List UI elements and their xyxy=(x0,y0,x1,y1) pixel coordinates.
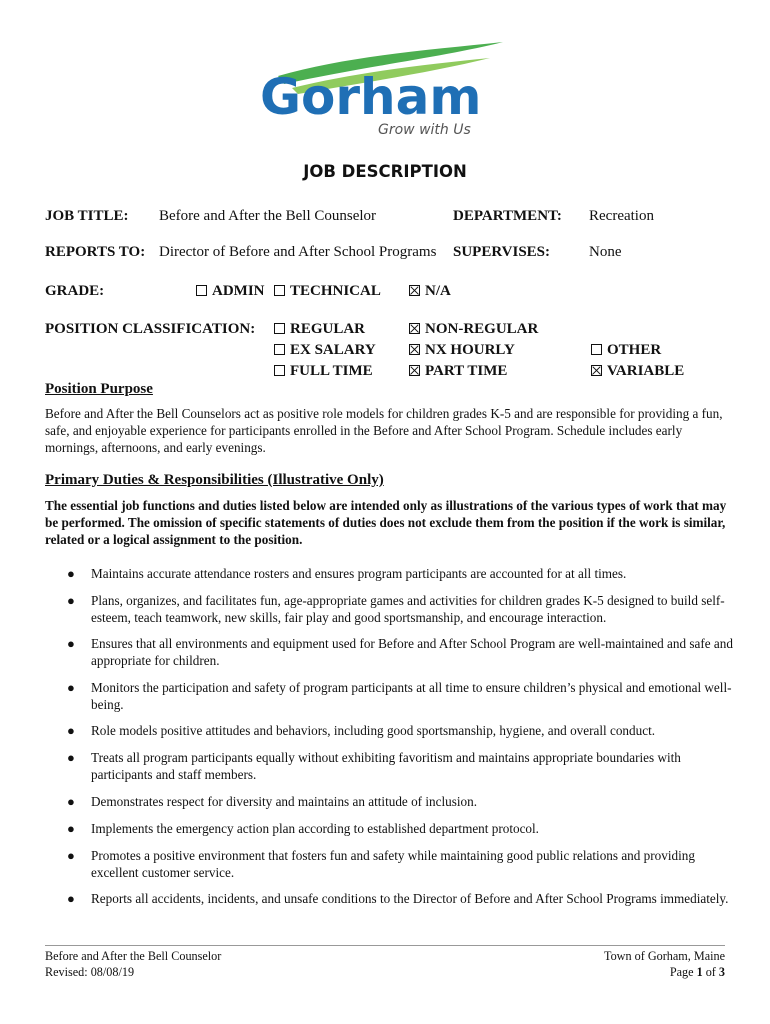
job-title-label: JOB TITLE: xyxy=(45,208,129,224)
list-item: ● Plans, organizes, and facilitates fun, age-appropriate games and activities for children grades K-5 designed to build self-esteem, teach teamwork, new skills, fair play and good sportsmanship, and encourage interaction. xyxy=(67,593,725,625)
checkbox-empty-icon xyxy=(274,323,285,334)
footer-page-number: Page 1 of 3 xyxy=(669,965,725,979)
duties-heading: Primary Duties & Responsibilities (Illustrative Only) xyxy=(45,472,384,488)
list-item: ● Reports all accidents, incidents, and unsafe conditions to the Director of Before and After School Programs immediately. xyxy=(67,891,729,906)
bullet-icon: ● xyxy=(67,636,75,651)
class-option-non-regular: NON-REGULAR xyxy=(409,321,538,338)
footer-right xyxy=(604,948,725,980)
reports-to-value: Director of Before and After School Programs xyxy=(159,244,437,260)
department-value: Recreation xyxy=(589,208,654,224)
footer-revised: Revised: 08/08/19 xyxy=(45,965,135,979)
supervises-label: SUPERVISES: xyxy=(453,244,551,260)
position-purpose-text: Before and After the Bell Counselors act as positive role models for children grades K-5 and are responsible for providing a fun, safe, and enjoyable experience for participants enrolled in the Before and After School Program. Schedule includes early mornings, afternoons, and early evenings. xyxy=(45,406,723,455)
footer-org: Town of Gorham, Maine xyxy=(604,949,725,963)
footer-doc-title: Before and After the Bell Counselor xyxy=(45,949,222,963)
bullet-icon: ● xyxy=(67,750,75,765)
bullet-icon: ● xyxy=(67,848,75,863)
class-option-part-time: PART TIME xyxy=(409,363,507,380)
grade-option-na: N/A xyxy=(409,283,451,300)
class-option-regular: REGULAR xyxy=(274,321,365,338)
list-item: ● Maintains accurate attendance rosters and ensures program participants are accounted for at all times. xyxy=(67,566,627,581)
duties-intro: The essential job functions and duties listed below are intended only as illustrations of the various types of work that may be performed. The omission of specific statements of duties does not exclude them from the position if the work is similar, related or a logical assignment to the position. xyxy=(45,498,727,547)
checkbox-empty-icon xyxy=(274,285,285,296)
bullet-icon: ● xyxy=(67,821,75,836)
checkbox-checked-icon xyxy=(409,323,420,334)
list-item: ● Ensures that all environments and equipment used for Before and After School Program are well-maintained and safe and appropriate for children. xyxy=(67,636,733,668)
class-option-variable: VARIABLE xyxy=(591,363,684,380)
grade-option-admin: ADMIN xyxy=(196,283,265,300)
bullet-icon: ● xyxy=(67,680,75,695)
footer-divider xyxy=(45,945,725,946)
class-option-nx-hourly: NX HOURLY xyxy=(409,342,515,359)
checkbox-empty-icon xyxy=(274,365,285,376)
class-option-ex-salary: EX SALARY xyxy=(274,342,376,359)
department-label: DEPARTMENT: xyxy=(453,208,562,224)
position-purpose-heading: Position Purpose xyxy=(45,381,153,397)
class-option-full-time: FULL TIME xyxy=(274,363,373,380)
checkbox-empty-icon xyxy=(196,285,207,296)
supervises-value: None xyxy=(589,244,622,260)
checkbox-checked-icon xyxy=(409,344,420,355)
bullet-icon: ● xyxy=(67,593,75,608)
grade-label: GRADE: xyxy=(45,283,105,299)
bullet-icon: ● xyxy=(67,891,75,906)
list-item: ● Demonstrates respect for diversity and maintains an attitude of inclusion. xyxy=(67,794,477,809)
job-title-value: Before and After the Bell Counselor xyxy=(159,208,377,224)
gorham-logo xyxy=(258,42,508,142)
grade-option-technical: TECHNICAL xyxy=(274,283,381,300)
checkbox-checked-icon xyxy=(591,365,602,376)
bullet-icon: ● xyxy=(67,723,75,738)
list-item: ● Promotes a positive environment that fosters fun and safety while maintaining good public relations and providing excellent customer service. xyxy=(67,848,695,880)
checkbox-empty-icon xyxy=(591,344,602,355)
list-item: ● Role models positive attitudes and behaviors, including good sportsmanship, hygiene, and overall conduct. xyxy=(67,723,656,738)
list-item: ● Monitors the participation and safety of program participants at all time to ensure children’s physical and emotional well-being. xyxy=(67,680,732,712)
bullet-icon: ● xyxy=(67,794,75,809)
position-classification-label: POSITION CLASSIFICATION: xyxy=(45,321,256,337)
logo-tagline: Grow with Us xyxy=(378,122,471,138)
list-item: ● Treats all program participants equally without exhibiting favoritism and maintains appropriate boundaries with participants and staff members. xyxy=(67,750,681,782)
reports-to-label: REPORTS TO: xyxy=(45,244,146,260)
checkbox-checked-icon xyxy=(409,365,420,376)
logo-wordmark: Gorham xyxy=(260,68,482,126)
checkbox-checked-icon xyxy=(409,285,420,296)
footer-left xyxy=(45,948,221,980)
list-item: ● Implements the emergency action plan according to established department protocol. xyxy=(67,821,539,836)
checkbox-empty-icon xyxy=(274,344,285,355)
class-option-other: OTHER xyxy=(591,342,661,359)
bullet-icon: ● xyxy=(67,566,75,581)
document-title: JOB DESCRIPTION xyxy=(303,162,467,181)
